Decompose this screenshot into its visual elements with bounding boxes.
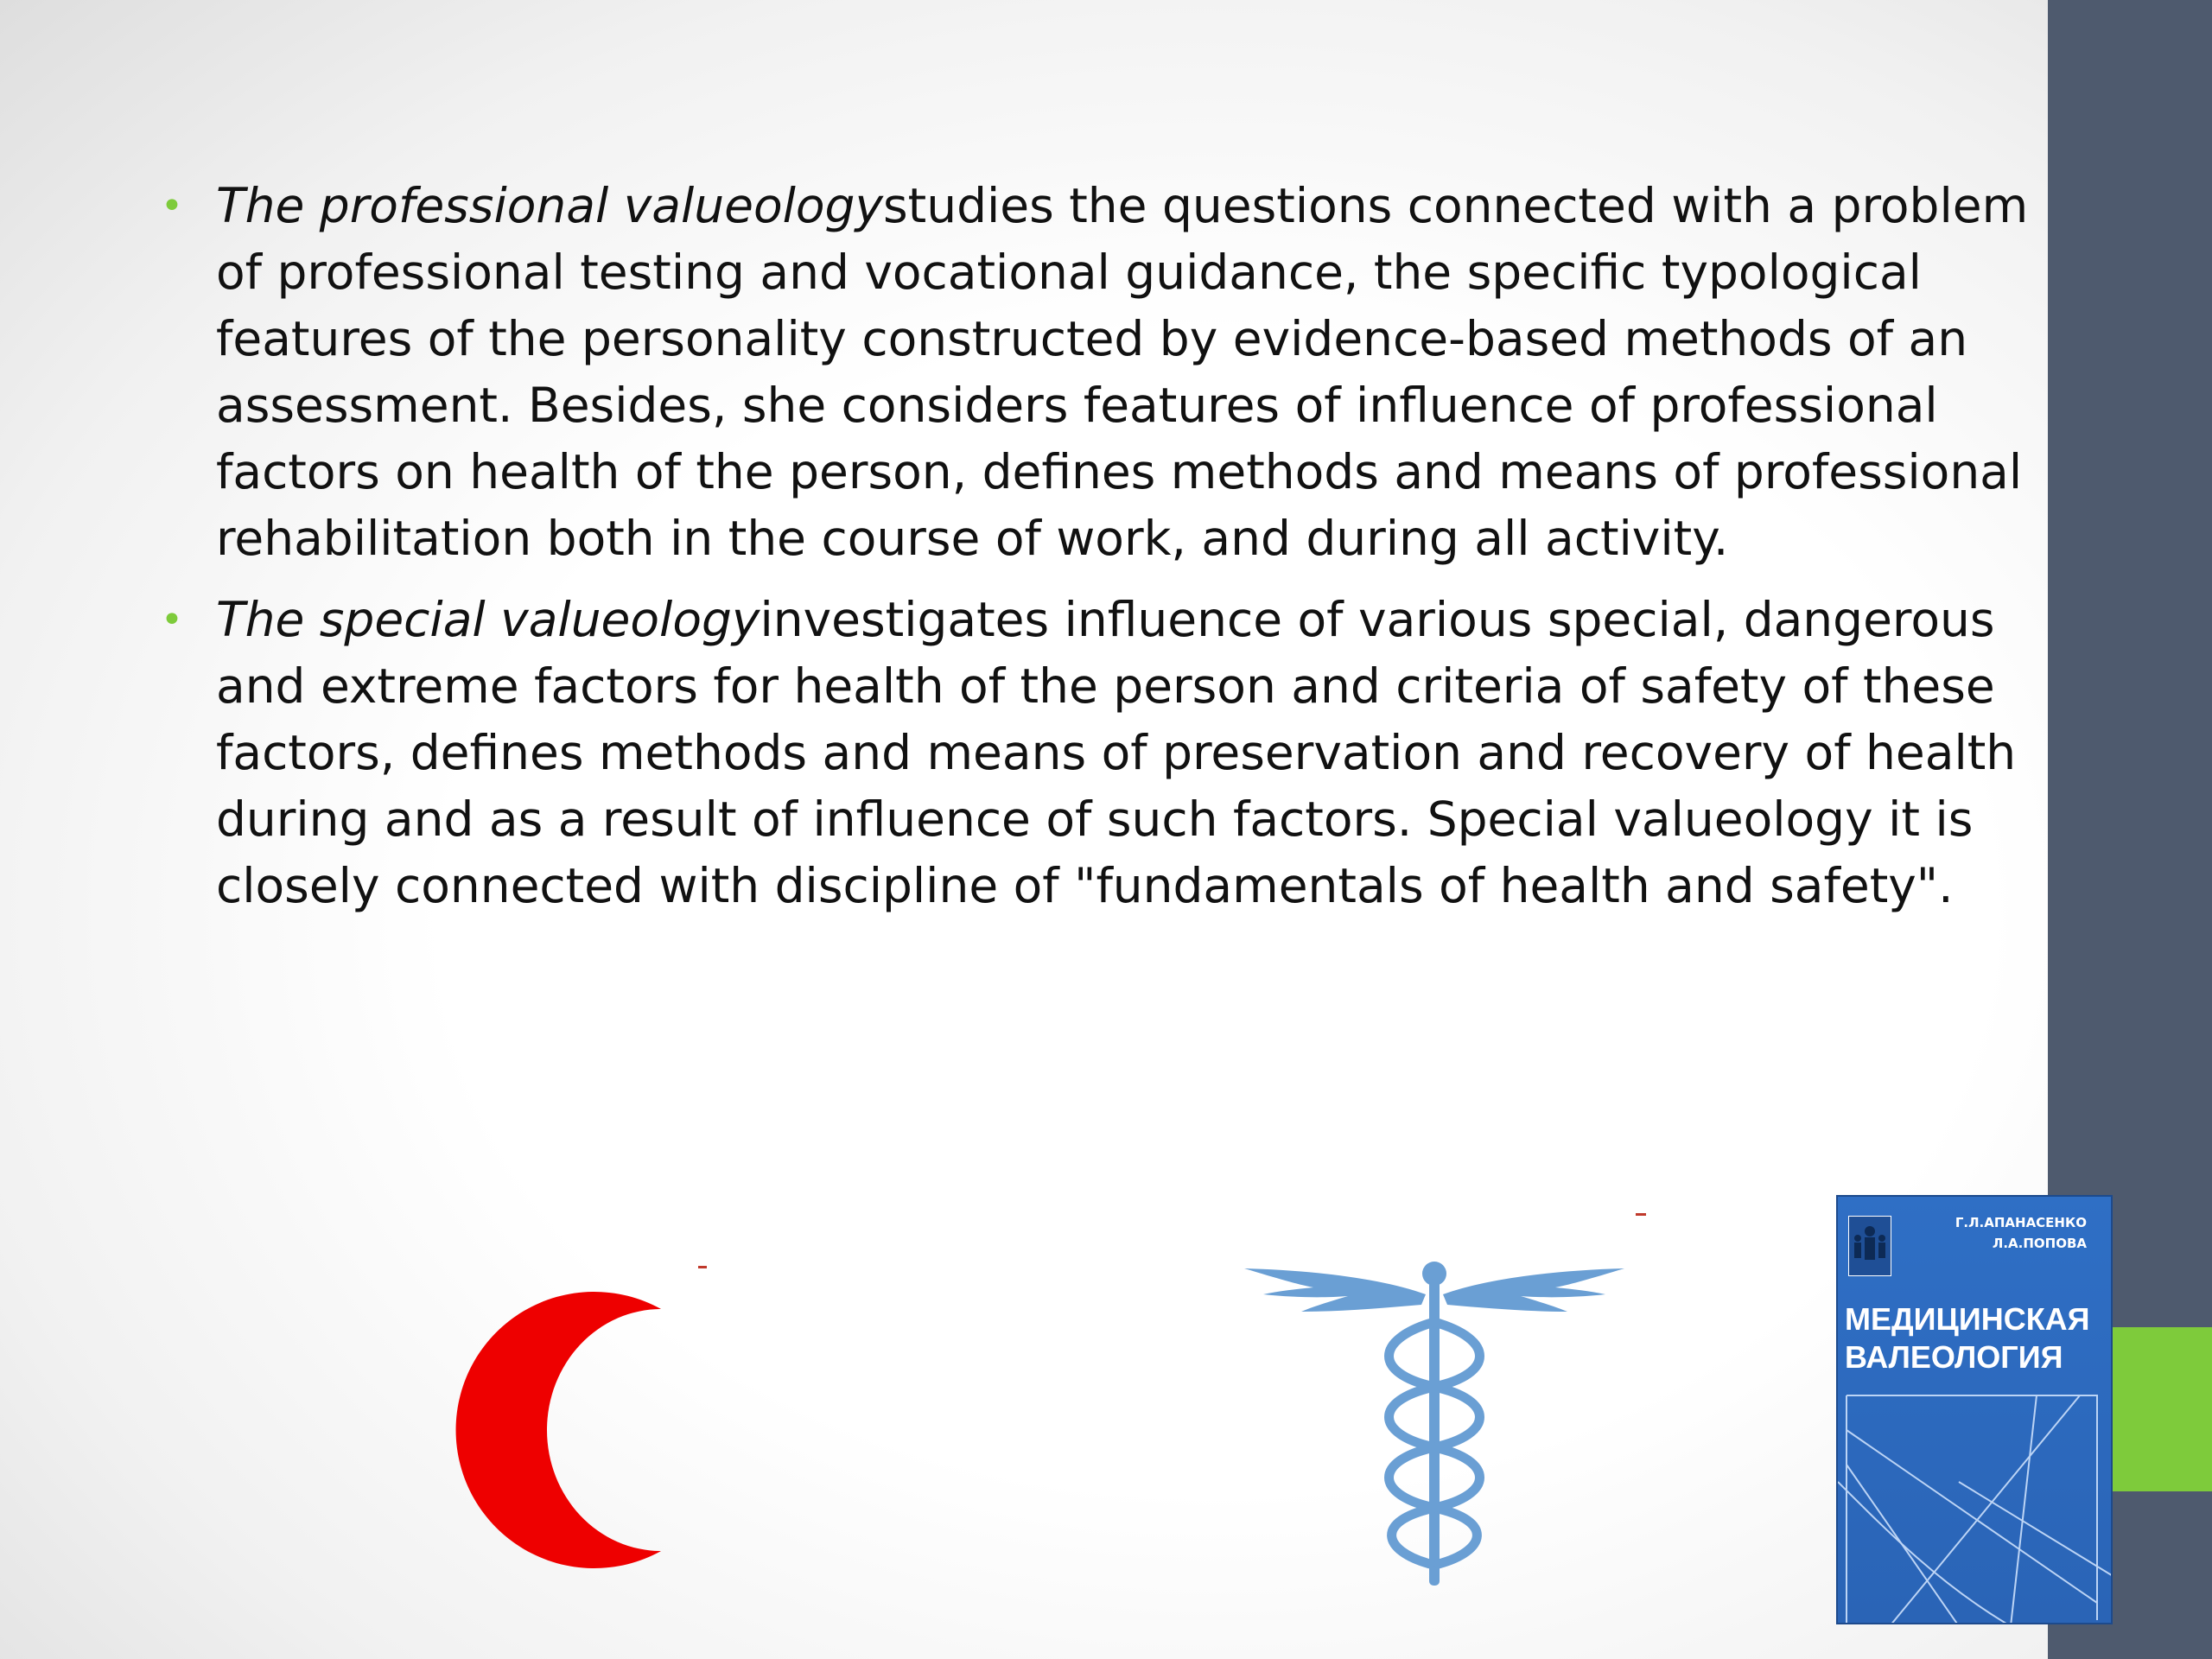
bullet-term: The professional valueology	[216, 178, 883, 233]
publisher-logo-icon	[1848, 1216, 1891, 1276]
image-handle-mark	[698, 1266, 707, 1268]
book-author: Г.Л.АПАНАСЕНКО	[1955, 1215, 2087, 1230]
book-title-line: ВАЛЕОЛОГИЯ	[1845, 1339, 2063, 1375]
bullet-dot: •	[161, 184, 183, 228]
bullet-professional-valueology	[157, 173, 2067, 572]
book-author: Л.А.ПОПОВА	[1992, 1236, 2087, 1251]
book-cover-graphic	[1838, 1378, 2113, 1624]
caduceus-icon	[1244, 1244, 1624, 1590]
book-title	[1845, 1300, 2090, 1376]
accent-tab	[2108, 1327, 2212, 1491]
book-authors	[1914, 1212, 2087, 1254]
bullet-term: The special valueology	[216, 592, 760, 647]
bullet-text: studies the questions connected with a problem of professional testing and vocational guidance, the specific typological features of the personality constructed by evidence-based methods of an assessment. Besides, she considers features of influence of professional factors on health of the person, defines methods and means of professional rehabilitation both in the course of work, and during all activity.	[216, 178, 2029, 566]
bullet-special-valueology	[157, 587, 2067, 919]
slide-body	[157, 173, 2067, 934]
book-cover-image	[1836, 1195, 2113, 1624]
red-crescent-icon	[397, 1274, 709, 1586]
bullet-text: investigates influence of various special, dangerous and extreme factors for health of the person and criteria of safety of these factors, defines methods and means of preservation and recovery of health during and as a result of influence of such factors. Special valueology it is closely connected with discipline of "fundamentals of health and safety".	[216, 592, 2017, 913]
bullet-dot: •	[161, 598, 183, 642]
image-handle-mark	[1636, 1213, 1646, 1216]
book-title-line: МЕДИЦИНСКАЯ	[1845, 1301, 2090, 1337]
